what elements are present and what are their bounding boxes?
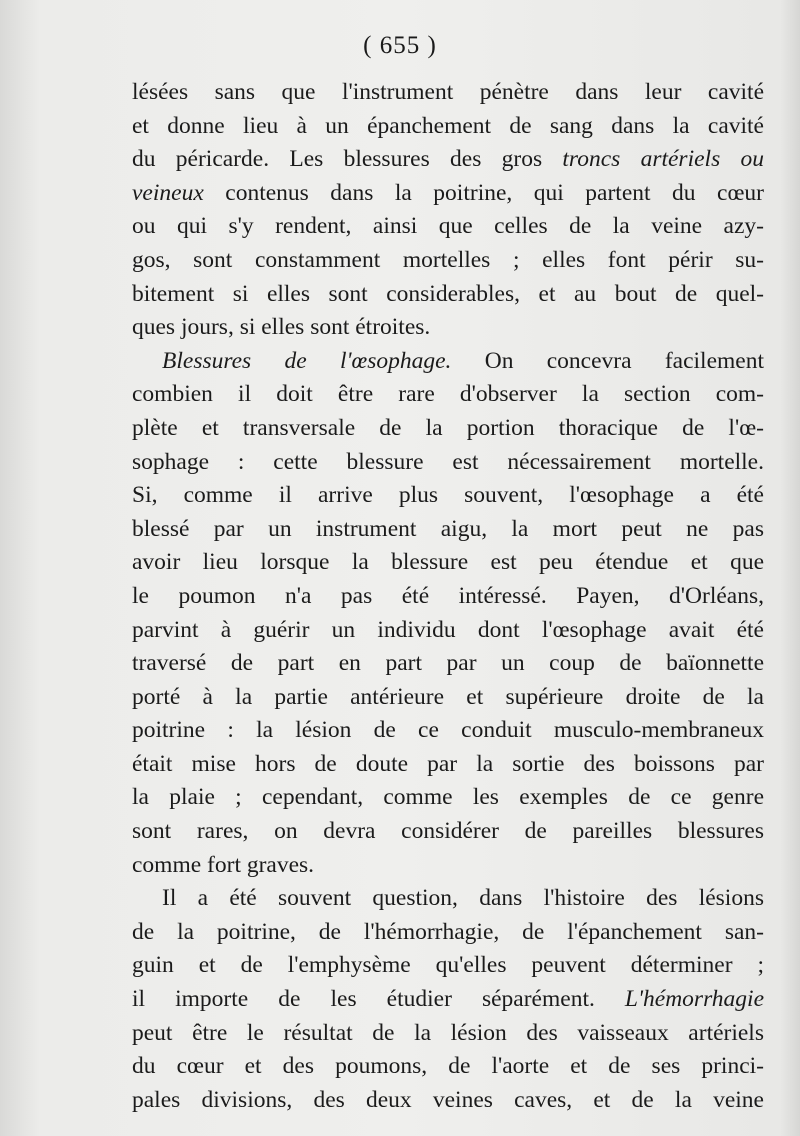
text-run: sont rares, on devra considérer de pareilles blessures	[132, 818, 764, 845]
text-run: guin et de l'emphysème qu'elles peuvent déterminer ;	[132, 952, 764, 979]
text-run: était mise hors de doute par la sortie des boissons par	[132, 750, 764, 777]
text-run: ou qui s'y rendent, ainsi que celles de la veine azy-	[132, 213, 764, 240]
text-run: de la poitrine, de l'hémorrhagie, de l'épanchement san-	[132, 918, 764, 945]
text-line	[132, 210, 764, 244]
text-line	[132, 949, 764, 983]
text-line	[132, 446, 764, 480]
italic-run: Blessures de l'œsophage.	[162, 347, 452, 374]
text-line	[132, 311, 764, 345]
text-run: Si, comme il arrive plus souvent, l'œsophage a été	[132, 482, 764, 509]
text-line	[132, 781, 764, 815]
text-line	[132, 479, 764, 513]
text-line	[132, 546, 764, 580]
text-line	[132, 916, 764, 950]
text-run: il importe de les étudier séparément.	[132, 986, 625, 1013]
text-line	[132, 177, 764, 211]
page-number: ( 655 )	[363, 32, 437, 59]
text-run: contenus dans la poitrine, qui partent du cœur	[203, 179, 764, 206]
text-run: ques jours, si elles sont étroites.	[132, 314, 431, 341]
text-run: lésées sans que l'instrument pénètre dans leur cavité	[132, 79, 764, 105]
text-line	[132, 244, 764, 278]
body-text	[132, 76, 764, 1117]
text-run: du cœur et des poumons, de l'aorte et de ses princi-	[132, 1053, 764, 1080]
text-line	[132, 1017, 764, 1051]
text-line	[132, 278, 764, 312]
text-run: pales divisions, des deux veines caves, et de la veine	[132, 1086, 764, 1113]
text-line	[132, 1050, 764, 1084]
text-run: blessé par un instrument aigu, la mort peut ne pas	[132, 515, 764, 542]
text-line	[132, 815, 764, 849]
text-line	[132, 882, 764, 916]
text-run: combien il doit être rare d'observer la section com-	[132, 381, 764, 408]
text-line	[132, 849, 764, 883]
text-run: sophage : cette blessure est nécessairement mortelle.	[132, 448, 764, 475]
text-line	[132, 143, 764, 177]
italic-run: L'hémorrhagie	[624, 986, 764, 1013]
text-run: comme fort graves.	[132, 851, 315, 878]
text-line	[132, 378, 764, 412]
text-run: la plaie ; cependant, comme les exemples de ce genre	[132, 784, 764, 811]
text-line	[132, 1084, 764, 1118]
text-run: avoir lieu lorsque la blessure est peu étendue et que	[132, 549, 764, 576]
text-line	[132, 681, 764, 715]
italic-run: veineux	[132, 179, 204, 206]
text-run: On concevra facilement	[451, 347, 764, 374]
text-run: poitrine : la lésion de ce conduit musculo-membraneux	[132, 717, 764, 744]
text-run: le poumon n'a pas été intéressé. Payen, d'Orléans,	[132, 582, 764, 609]
text-run: gos, sont constamment mortelles ; elles font périr su-	[132, 246, 764, 273]
text-run: bitement si elles sont considerables, et au bout de quel-	[132, 280, 764, 307]
text-line	[132, 983, 764, 1017]
text-line	[132, 580, 764, 614]
italic-run: troncs artériels ou	[562, 146, 764, 173]
text-line	[132, 513, 764, 547]
text-run: parvint à guérir un individu dont l'œsophage avait été	[132, 616, 764, 643]
text-line	[132, 345, 764, 379]
text-run: peut être le résultat de la lésion des vaisseaux artériels	[132, 1019, 764, 1046]
text-run: et donne lieu à un épanchement de sang dans la cavité	[132, 112, 764, 139]
text-run: traversé de part en part par un coup de baïonnette	[132, 650, 764, 677]
text-run: porté à la partie antérieure et supérieure droite de la	[132, 683, 764, 710]
text-line	[132, 714, 764, 748]
text-line	[132, 614, 764, 648]
text-run: Il a été souvent question, dans l'histoire des lésions	[162, 885, 764, 912]
text-run: du péricarde. Les blessures des gros	[132, 146, 563, 173]
text-line	[132, 76, 764, 110]
text-line	[132, 412, 764, 446]
text-line	[132, 748, 764, 782]
text-line	[132, 647, 764, 681]
text-line	[132, 110, 764, 144]
text-run: plète et transversale de la portion thoracique de l'œ-	[132, 414, 764, 441]
